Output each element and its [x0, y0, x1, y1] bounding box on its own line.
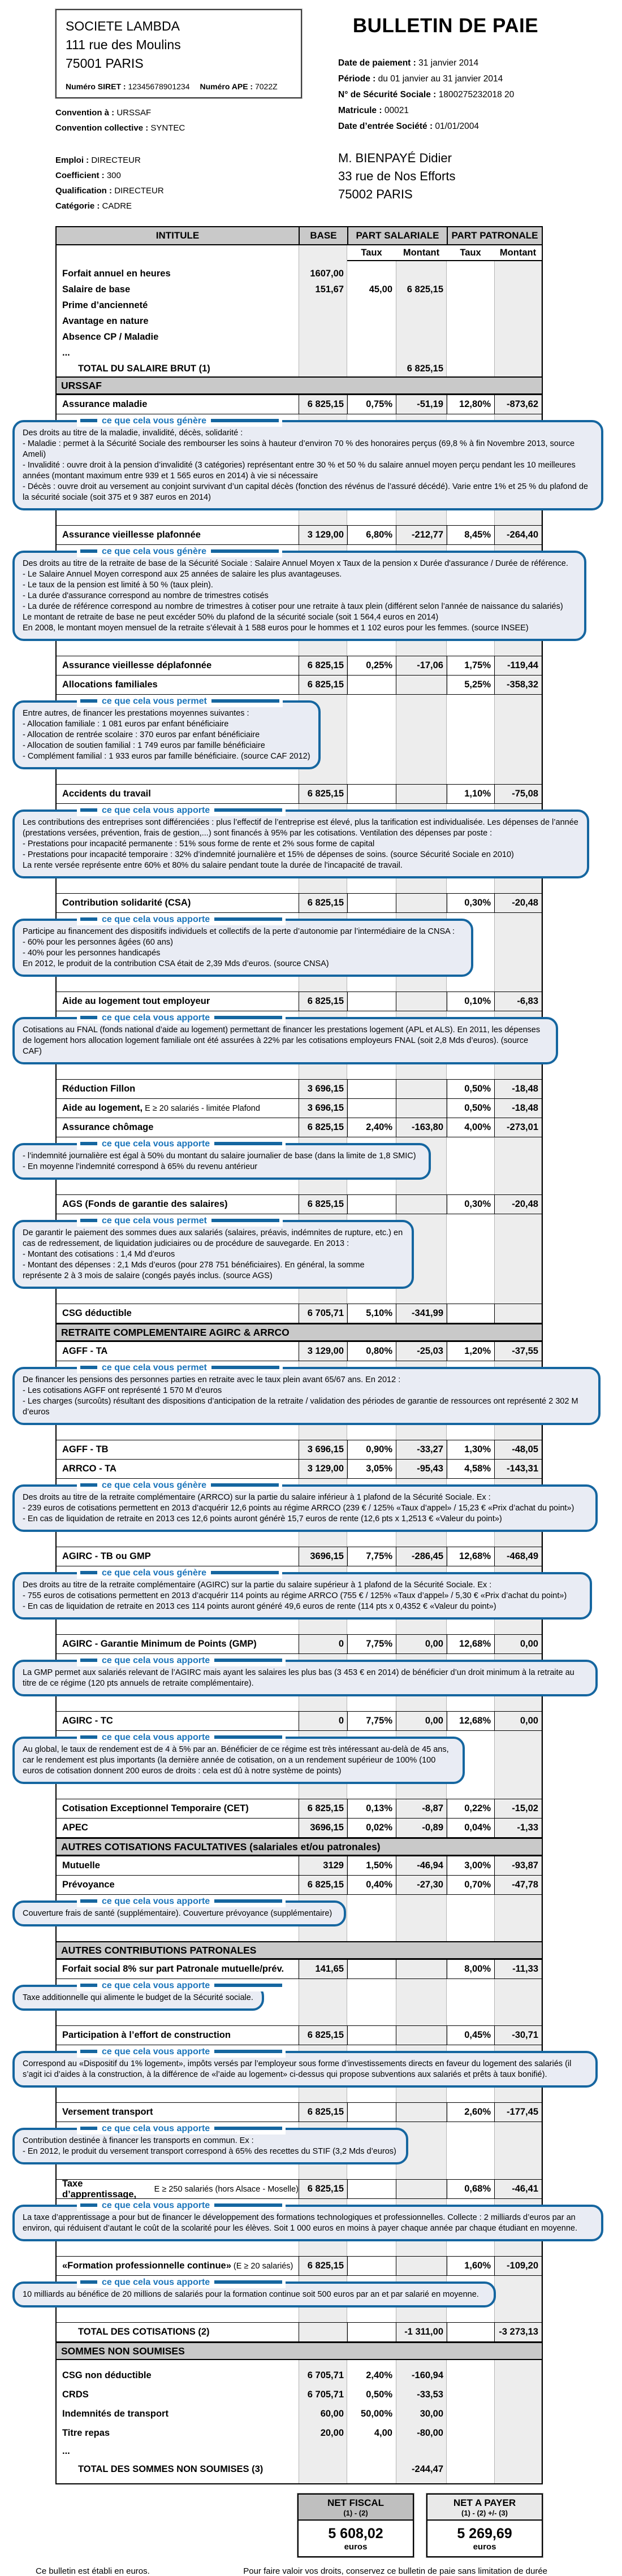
- employer-block: [55, 9, 302, 214]
- convention-collective-value: SYNTEC: [150, 123, 185, 133]
- row-versement-transport: Versement transport 6 825,15 2,60% -177,45: [57, 2103, 542, 2122]
- payslip-body: [23, 226, 588, 2576]
- matricule-value: 00021: [384, 106, 409, 115]
- net-a-payer-unit: euros: [473, 2542, 496, 2552]
- net-fiscal-value-area: [299, 2521, 413, 2556]
- info-callout-csa: [12, 914, 473, 977]
- row-aide-logement-20: Aide au logement, E ≥ 20 salariés - limitée Plafond 3 696,15 0,50% -18,48: [57, 1099, 542, 1118]
- row-mutuelle: Mutuelle 3129 1,50% -46,94 3,00% -93,87: [57, 1856, 542, 1876]
- callout-text: - En 2012, le produit du versement transport correspond à 65% des recettes du STIF (3,2 Mds d’euros): [23, 2147, 396, 2156]
- employer-ids: [66, 82, 292, 91]
- col-part-patronale: PART PATRONALE: [447, 227, 542, 244]
- employee-name: M. BIENPAYÉ Didier: [338, 151, 452, 165]
- siret-label: Numéro SIRET :: [66, 82, 126, 91]
- callout-text: - 239 euros de cotisations permettent en 2013 d’acquérir 12,6 points au régime ARRCO (239 € / 125% «Taux d’appel» / 15,23 € «Prix d’achat du point»): [23, 1504, 575, 1513]
- callout-text: Correspond au «Dispositif du 1% logement», impôts versés par l’employeur sous forme d’investissements directs en faveur du logement des salariés (il s’agit ici d’aides à la construction, à la différence de «l’aide au logement» ci-dessus qui propose subventions aux salariés et prêts à taux bonifié).: [23, 2059, 572, 2079]
- callout-text: - Décès : ouvre droit au versement au conjoint survivant d’un capital décès (fonction des révénus de l’assuré décédé). Varie entre 1% et 25 % du plafond de la sécurité sociale (soit 375 et 9 387 euros en 2014): [23, 482, 588, 502]
- callout-text: - 60% pour les personnes âgées (60 ans): [23, 938, 173, 947]
- info-callout-agirc-tc: [12, 1732, 465, 1784]
- info-callout-allocations: [12, 696, 321, 769]
- callout-text: - Les charges (surcoûts) résultant des dispositions d’anticipation de la retraite / validation des périodes de garantie de ressources ont représenté 2 302 M d’euros: [23, 1397, 578, 1417]
- info-callout-transport: [12, 2123, 408, 2164]
- callout-tag: ce que cela vous apporte: [77, 913, 286, 925]
- ssn-label: N° de Sécurité Sociale :: [338, 90, 437, 99]
- callout-tag: ce que cela vous apporte: [77, 2122, 286, 2135]
- callout-tag: ce que cela vous apporte: [77, 2199, 286, 2211]
- callout-text: - Allocation de soutien familial : 1 749 euros par famille bénéficiaire: [23, 741, 265, 750]
- qualification-label: Qualification :: [55, 186, 113, 196]
- payment-date-label: Date de paiement :: [338, 58, 416, 68]
- callout-tag: ce que cela vous apporte: [77, 2276, 286, 2288]
- callout-text: Couverture frais de santé (supplémentaire). Couverture prévoyance (supplémentaire): [23, 1909, 332, 1918]
- row-agirc-tc: AGIRC - TC 0 7,75% 0,00 12,68% 0,00: [57, 1712, 542, 1731]
- callout-text: - Maladie : permet à la Sécurité Sociale des rembourser les soins à hauteur d’environ 70 % des honoraires perçus (69,8 % à fin Novembre 2013, source Ameli): [23, 439, 575, 459]
- row-csa: Contribution solidarité (CSA) 6 825,15 0,30% -20,48: [57, 894, 542, 913]
- callout-text: Contribution destinée à financer les transports en commun. Ex :: [23, 2136, 254, 2145]
- net-summary: [297, 2493, 543, 2557]
- row-forfait-heures: Forfait annuel en heures 1607,00: [62, 268, 344, 279]
- row-reduction-fillon: Réduction Fillon 3 696,15 0,50% -18,48: [57, 1080, 542, 1099]
- employee-address1: 33 rue de Nos Efforts: [338, 169, 456, 183]
- row-taxe-apprentissage: Taxe d’apprentissage, E ≥ 250 salariés (hors Alsace - Moselle) 6 825,15 0,68% -46,41: [57, 2180, 542, 2199]
- callout-text: - La durée d'assurance correspond au nombre de trimestres cotisés: [23, 591, 269, 600]
- col-taux-patronale: Taux: [447, 245, 494, 261]
- section-retraite: RETRAITE COMPLEMENTAIRE AGIRC & ARRCO: [57, 1323, 542, 1341]
- row-dots: ...: [62, 347, 70, 358]
- callout-text: - Allocation de rentrée scolaire : 370 euros par enfant bénéficiaire: [23, 730, 260, 739]
- table-subheader: [57, 245, 542, 261]
- net-fiscal-title: NET FISCAL: [327, 2497, 385, 2508]
- job-block: [55, 153, 302, 214]
- callout-text: - 755 euros de cotisations permettent en 2013 d’acquérir 114 points au régime ARRCO (755 € / 125% «Taux d’appel» / 5,30 € «Prix d’achat du point»): [23, 1591, 567, 1600]
- callout-tag: ce que cela vous permet: [77, 1214, 283, 1227]
- section-patronales: AUTRES CONTRIBUTIONS PATRONALES: [57, 1941, 542, 1959]
- callout-text: - l’indemnité journalière est égal à 50% du montant du salaire journalier de base (dans la limite de 1,8 SMIC): [23, 1151, 416, 1161]
- row-titre-repas: Titre repas 20,00 4,00 -80,00: [62, 2427, 443, 2438]
- row-total-cotisations: TOTAL DES COTISATIONS (2) -1 311,00 -3 273,13: [57, 2323, 542, 2342]
- callout-text: Des droits au titre de la maladie, invalidité, décès, solidarité :: [23, 428, 243, 438]
- row-prevoyance: Prévoyance 6 825,15 0,40% -27,30 0,70% -47,78: [57, 1876, 542, 1895]
- info-callout-formation: [12, 2277, 496, 2307]
- payment-date-value: 31 janvier 2014: [418, 58, 479, 68]
- info-callout-gmp: [12, 1655, 598, 1696]
- callout-text: Les contributions des entreprises sont différenciées : plus l’effectif de l’entreprise est élevé, plus la tarification est individualisée. Les dépenses de l’année (prestations versées, prévention, frais de gestion,...) sont financés à 95% par les cotisations. Ventilation des dépenses par poste :: [23, 818, 578, 838]
- callout-text: Au global, le taux de rendement est de 4 à 5% par an. Bénéficier de ce régime est très intéressant au-delà de 45 ans, car le rendement est plus importants (la dernière année de cotisation, on a un rendement supérieur de 100% (100 euros de cotisation donnent 200 euros de droits : cela est dû à notre système de points): [23, 1745, 449, 1776]
- non-soumises-block: [57, 2360, 542, 2483]
- callout-tag: ce que cela vous apporte: [77, 1654, 286, 1666]
- section-sommes-non-soumises: SOMMES NON SOUMISES: [57, 2342, 542, 2360]
- callout-text: De garantir le paiement des sommes dues aux salariés (salaires, préavis, indémnites de rupture, etc.) en cas de redressement, de liquidation judiciaires ou de procédure de sauvegarde. En 2013 :: [23, 1228, 403, 1248]
- categorie-value: CADRE: [102, 201, 132, 211]
- row-assurance-chomage: Assurance chômage 6 825,15 2,40% -163,80 4,00% -273,01: [57, 1118, 542, 1137]
- col-taux-salariale: Taux: [347, 245, 396, 261]
- info-callout-agff: [12, 1362, 601, 1425]
- callout-tag: ce que cela vous permet: [77, 695, 283, 707]
- callout-text: La GMP permet aux salariés relevant de l’AGIRC mais ayant les salaires les plus bas (3 453 € en 2014) de bénéficier d’un droit minimum à la retraite au titre de ce régime (120 pts annuels de retraite complémentaire).: [23, 1668, 575, 1688]
- callout-text: - Le Salaire Annuel Moyen correspond aux 25 années de salaire les plus avantageuses.: [23, 570, 342, 579]
- callout-tag: ce que cela vous génère: [77, 414, 282, 427]
- row-indemnites-transport: Indemnités de transport 60,00 50,00% 30,00: [62, 2408, 443, 2419]
- row-ags: AGS (Fonds de garantie des salaires) 6 825,15 0,30% -20,48: [57, 1195, 542, 1214]
- payslip-table: [23, 226, 588, 2484]
- coefficient-value: 300: [106, 171, 121, 180]
- row-aide-logement: Aide au logement tout employeur 6 825,15 0,10% -6,83: [57, 992, 542, 1011]
- row-total-brut: TOTAL DU SALAIRE BRUT (1) 6 825,15: [78, 363, 443, 374]
- callout-text: - En moyenne l’indemnité correspond à 65% du revenu antérieur: [23, 1162, 258, 1171]
- callout-tag: ce que cela vous génère: [77, 1479, 282, 1491]
- row-total-non-soumises: TOTAL DES SOMMES NON SOUMISES (3) -244,47: [78, 2464, 443, 2474]
- col-base: BASE: [299, 227, 347, 244]
- net-fiscal-box: [297, 2493, 414, 2557]
- net-a-payer-formula: (1) - (2) +/- (3): [461, 2509, 508, 2517]
- periode-value: du 01 janvier au 31 janvier 2014: [378, 74, 503, 84]
- callout-text: - Complément familial : 1 933 euros par famille bénéficiaire. (source CAF 2012): [23, 752, 310, 761]
- info-callout-apprentissage: [12, 2200, 603, 2241]
- row-agff-tb: AGFF - TB 3 696,15 0,90% -33,27 1,30% -48,05: [57, 1440, 542, 1460]
- col-montant-salariale: Montant: [396, 245, 447, 261]
- row-arrco-ta: ARRCO - TA 3 129,00 3,05% -95,43 4,58% -143,31: [57, 1460, 542, 1479]
- conventions: [55, 105, 302, 136]
- callout-text: - Les cotisations AGFF ont représenté 1 570 M d’euros: [23, 1386, 222, 1395]
- employer-address1: 111 rue des Moulins: [66, 37, 181, 52]
- convention-value: URSSAF: [116, 108, 152, 118]
- net-a-payer-header: [427, 2495, 542, 2521]
- row-apec: APEC 3696,15 0,02% -0,89 0,04% -1,33: [57, 1819, 542, 1838]
- net-fiscal-value: 5 608,02: [328, 2526, 383, 2542]
- row-cet: Cotisation Exceptionnel Temporaire (CET) 6 825,15 0,13% -8,87 0,22% -15,02: [57, 1799, 542, 1819]
- info-callout-maladie: [12, 415, 603, 510]
- matricule-label: Matricule :: [338, 106, 382, 115]
- employer-name: SOCIETE LAMBDA: [66, 19, 180, 33]
- section-facultatives: AUTRES COTISATIONS FACULTATIVES (salariales et/ou patronales): [57, 1838, 542, 1856]
- callout-tag: ce que cela vous apporte: [77, 1137, 286, 1150]
- info-callout-accidents: [12, 805, 589, 878]
- emploi-label: Emploi :: [55, 155, 89, 165]
- col-intitule: INTITULE: [156, 230, 200, 241]
- callout-text: Entre autres, de financer les prestations moyennes suivantes :: [23, 709, 249, 718]
- callout-text: - Montant des cotisations : 1,4 Md d’euros: [23, 1250, 175, 1259]
- row-prime-anciennete: Prime d’ancienneté: [62, 300, 148, 310]
- net-a-payer-value: 5 269,69: [457, 2526, 512, 2542]
- info-callout-construction: [12, 2046, 598, 2088]
- info-callout-arrco: [12, 1480, 598, 1532]
- info-callout-chomage: [12, 1138, 431, 1180]
- callout-tag: ce que cela vous apporte: [77, 1011, 286, 1024]
- footer-notes: [36, 2566, 547, 2576]
- net-a-payer-value-area: [427, 2521, 542, 2556]
- row-forfait-social: Forfait social 8% sur part Patronale mutuelle/prév. 141,65 8,00% -11,33: [57, 1960, 542, 1979]
- callout-text: Participe au financement des dispositifs individuels et collectifs de la perte d’autonomie par l’intermédiaire de la CNSA :: [23, 927, 455, 936]
- row-assurance-maladie: Assurance maladie 6 825,15 0,75% -51,19 12,80% -873,62: [57, 395, 542, 414]
- net-fiscal-formula: (1) - (2): [343, 2509, 368, 2517]
- ssn-value: 1800275232018 20: [438, 90, 515, 99]
- section-urssaf: URSSAF: [57, 376, 542, 395]
- callout-tag: ce que cela vous génère: [77, 545, 282, 557]
- callout-text: La taxe d’apprentissage a pour but de financer le développement des formations technologiques et professionnelles. Collecte : 2 milliards d’euros par an environ, qui réduisent d’autant le coût de la scolarité pour les élèves. Soit 1 000 euros en moins à payer chaque année par chaque étudiant en moyenne.: [23, 2213, 578, 2233]
- employer-box: [55, 9, 302, 98]
- row-formation-continue: «Formation professionnelle continue» (E ≥ 20 salariés) 6 825,15 1,60% -109,20: [57, 2257, 542, 2276]
- convention-collective-label: Convention collective :: [55, 123, 149, 133]
- periode-label: Période :: [338, 74, 376, 84]
- row-absence: Absence CP / Maladie: [62, 331, 159, 342]
- info-callout-agirc-tb: [12, 1568, 592, 1620]
- ape-value: 7022Z: [254, 82, 278, 91]
- callout-text: Des droits au titre de la retraite complémentaire (ARRCO) sur la partie du salaire inférieur à 1 plafond de la Sécurité Sociale. Ex :: [23, 1493, 491, 1502]
- col-montant-patronale: Montant: [494, 245, 542, 261]
- callout-text: - Montant des dépenses : 2,1 Mds d’euros (pour 278 751 bénéficiaires). En général, la somme représente 2 à 3 mois de salaire (congés payés inclus. (source AGS): [23, 1261, 365, 1280]
- coefficient-label: Coefficient :: [55, 171, 105, 180]
- callout-text: - Prestations pour incapacité temporaire : 32% d’indemnité journalière et 15% de dépenses de soins. (source Sécurité Sociale en 2010): [23, 850, 514, 859]
- emploi-value: DIRECTEUR: [91, 155, 141, 165]
- callout-text: - Invalidité : ouvre droit à la pension d’invalidité (3 catégories) représentant entre 30 % et 50 % du salaire annuel moyen perçu pendant les 10 meilleures années (montant maximum entre 939 et 1 565 euros en 2014) à vie si nécessaire: [23, 461, 576, 480]
- callout-text: Des droits au titre de la retraite de base de la Sécurité Sociale : Salaire Annuel Moyen x Taux de la pension x Durée d'assurance / Durée de référence.: [23, 559, 568, 568]
- callout-text: - Le taux de la pension est limité à 50 % (taux plein).: [23, 581, 213, 590]
- info-callout-forfait-social: [12, 1980, 264, 2011]
- callout-tag: ce que cela vous apporte: [77, 1731, 286, 1743]
- employer-address2: 75001 PARIS: [66, 56, 144, 71]
- callout-tag: ce que cela vous apporte: [77, 1895, 286, 1907]
- callout-text: La rente versée représente entre 60% et 80% du salaire pendant toute la durée de l'incapacité de travail.: [23, 861, 403, 870]
- page-title: BULLETIN DE PAIE: [352, 15, 539, 37]
- table-header: [57, 227, 542, 245]
- entree-label: Date d’entrée Société :: [338, 122, 433, 131]
- row-dots-2: ...: [62, 2445, 70, 2456]
- callout-text: Cotisations au FNAL (fonds national d’aide au logement) permettant de financer les prestations logement (APL et ALS). En 2011, les dépenses de logement hors allocation logement familiale ont été assurées à 22% par les cotisations employeurs FNAL (soit 2,8 Mds d’euros). (source CAF): [23, 1025, 541, 1056]
- info-callout-vieillesse: [12, 546, 586, 641]
- callout-text: - En cas de liquidation de retraite en 2013 ces 114 points auront généré 49,6 euros de rente (114 pts x 0,4352 € «Valeur du point»): [23, 1602, 496, 1611]
- row-effort-construction: Participation à l’effort de construction 6 825,15 0,45% -30,71: [57, 2026, 542, 2045]
- col-part-salariale: PART SALARIALE: [347, 227, 447, 244]
- row-salaire-base: Salaire de base 151,67 45,00 6 825,15: [62, 284, 443, 295]
- pay-info: [338, 55, 553, 135]
- employee-block: [338, 149, 553, 204]
- convention-label: Convention à :: [55, 108, 115, 118]
- row-agirc-gmp: AGIRC - Garantie Minimum de Points (GMP) 0 7,75% 0,00 12,68% 0,00: [57, 1635, 542, 1654]
- callout-tag: ce que cela vous permet: [77, 1361, 283, 1374]
- row-agirc-tb: AGIRC - TB ou GMP 3696,15 7,75% -286,45 12,68% -468,49: [57, 1547, 542, 1566]
- callout-text: Des droits au titre de la retraite complémentaire (AGIRC) sur la partie du salaire supérieur à 1 plafond de la Sécurité Sociale. Ex :: [23, 1581, 492, 1590]
- callout-text: En 2008, le montant moyen mensuel de la retraite s’élevait à 1 588 euros pour le hommes et 1 102 euros pour les femmes. (source INSEE): [23, 624, 529, 633]
- row-accidents-travail: Accidents du travail 6 825,15 1,10% -75,08: [57, 785, 542, 804]
- callout-text: 10 milliards au bénéfice de 20 millions de salariés pour la formation continue soit 500 euros par an et par salarié en moyenne.: [23, 2290, 479, 2299]
- footer-note-left: Ce bulletin est établi en euros.: [36, 2566, 150, 2576]
- info-callout-ags: [12, 1215, 414, 1289]
- callout-tag: ce que cela vous génère: [77, 1566, 282, 1579]
- row-csg-deductible: CSG déductible 6 705,71 5,10% -341,99: [57, 1304, 542, 1323]
- ape-label: Numéro APE :: [200, 82, 253, 91]
- net-fiscal-unit: euros: [344, 2542, 368, 2552]
- row-avantage-nature: Avantage en nature: [62, 315, 149, 326]
- info-callout-prevoyance: [12, 1896, 346, 1926]
- callout-text: Taxe additionnelle qui alimente le budget de la Sécurité sociale.: [23, 1993, 253, 2002]
- callout-text: De financer les pensions des personnes parties en retraite avec le taux plein avant 65/67 ans. En 2012 :: [23, 1375, 401, 1384]
- earnings-block: [57, 261, 542, 376]
- entree-value: 01/01/2004: [435, 122, 479, 131]
- callout-tag: ce que cela vous apporte: [77, 1979, 286, 1991]
- employee-address2: 75002 PARIS: [338, 187, 413, 201]
- callout-text: - En cas de liquidation de retraite en 2013 ces 12,6 points auront générè 15,7 euros de rente (12,6 pts x 1,2513 € «Valeur du point»): [23, 1514, 502, 1523]
- callout-text: - 40% pour les personnes handicapés: [23, 949, 161, 958]
- callout-text: - Allocation familiale : 1 081 euros par enfant bénéficiaire: [23, 720, 229, 729]
- callout-tag: ce que cela vous apporte: [77, 2045, 286, 2058]
- row-vieillesse-plafonnee: Assurance vieillesse plafonnée 3 129,00 6,80% -212,77 8,45% -264,40: [57, 526, 542, 545]
- callout-text: Le montant de retraite de base ne peut excéder 50% du plafond de la sécurité sociale (soit 1 564,4 euros en 2014): [23, 613, 439, 622]
- row-vieillesse-deplafonnee: Assurance vieillesse déplafonnée 6 825,15 0,25% -17,06 1,75% -119,44: [57, 656, 542, 676]
- net-fiscal-header: [299, 2495, 413, 2521]
- siret-value: 12345678901234: [128, 82, 190, 91]
- callout-text: - La durée de référence correspond au nombre de trimestres à cotiser pour une retraite à taux plein (différent selon l’année de naissance du salariés): [23, 602, 563, 611]
- row-agff-ta: AGFF - TA 3 129,00 0,80% -25,03 1,20% -37,55: [57, 1342, 542, 1361]
- pay-header-block: [338, 15, 553, 204]
- net-a-payer-box: [426, 2493, 543, 2557]
- footer-note-right: Pour faire valoir vos droits, conservez ce bulletin de paie sans limitation de durée: [243, 2566, 547, 2576]
- callout-tag: ce que cela vous apporte: [77, 804, 286, 816]
- callout-text: - Prestations pour incapacité permanente : 51% sous forme de rente et 2% sous forme de capital: [23, 839, 375, 848]
- qualification-value: DIRECTEUR: [114, 186, 164, 196]
- net-a-payer-title: NET A PAYER: [453, 2497, 516, 2508]
- categorie-label: Catégorie :: [55, 201, 100, 211]
- callout-text: En 2012, le produit de la contribution CSA était de 2,39 Mds d’euros. (source CNSA): [23, 959, 329, 968]
- info-callout-fnal: [12, 1012, 558, 1064]
- row-allocations-familiales: Allocations familiales 6 825,15 5,25% -358,32: [57, 676, 542, 695]
- row-csg-non-deductible: CSG non déductible 6 705,71 2,40% -160,94: [62, 2370, 443, 2380]
- row-crds: CRDS 6 705,71 0,50% -33,53: [62, 2389, 443, 2400]
